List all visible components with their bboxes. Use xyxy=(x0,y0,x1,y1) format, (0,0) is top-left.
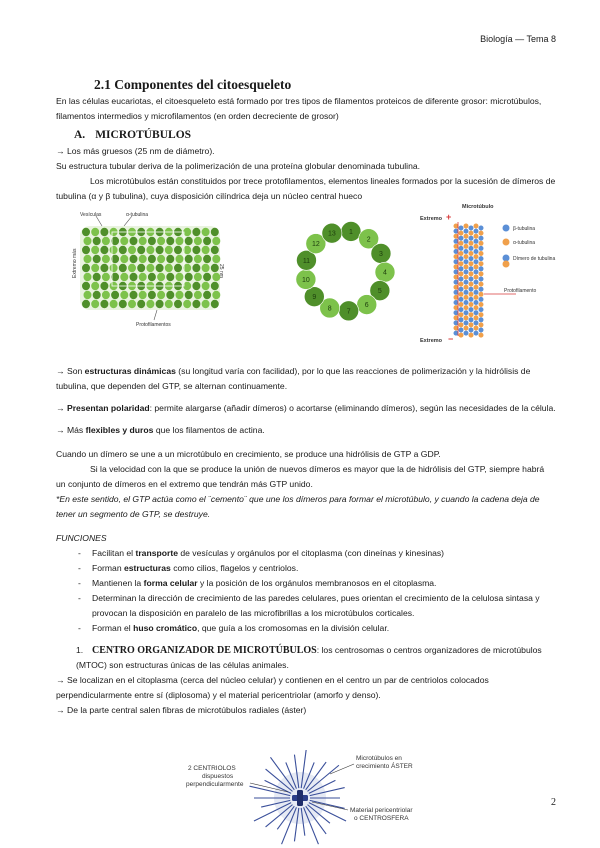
ring-body xyxy=(296,221,395,320)
protofilament-number: 1 xyxy=(349,228,353,236)
protofilament-number: 6 xyxy=(364,302,369,310)
tubulin-bead xyxy=(110,300,118,308)
dimer-subunit xyxy=(474,320,479,325)
dimer-subunit xyxy=(474,259,479,264)
dimer-subunit xyxy=(464,320,469,325)
dimer-subunit xyxy=(479,307,484,312)
dimer-subunit xyxy=(469,312,474,317)
mtoc-heading: 1. CENTRO ORGANIZADOR DE MICROTÚBULOS: los centrosomas o centros organizadores de microtúbulos (MTOC) son estructuras únicas de las células animales. xyxy=(76,645,542,670)
dimer-subunit xyxy=(474,224,479,229)
protofilament-number: 8 xyxy=(327,305,332,313)
dimer-subunit xyxy=(469,333,474,338)
dimer-subunit xyxy=(469,226,474,231)
legend-protofilament: Protofilamento xyxy=(504,288,537,294)
microtubule-ring-figure xyxy=(290,216,400,326)
dimer-subunit xyxy=(459,256,464,261)
tubulin-bead xyxy=(176,237,184,245)
gtp-note: *En este sentido, el GTP actúa como el ¨cemento¨ que une los dímeros para formar el microtúbulo, y cuando la cadena deja de tener un segmento de GTP, se destruye. xyxy=(56,494,540,519)
dimer-subunit xyxy=(469,287,474,292)
dimer-subunit xyxy=(474,244,479,249)
centriolos-label-1: 2 CENTRIOLOS xyxy=(188,765,236,772)
tubulin-bead xyxy=(93,273,101,281)
dimer-subunit xyxy=(459,307,464,312)
dimer-subunit xyxy=(459,266,464,271)
tubulin-bead xyxy=(111,291,119,299)
tubulin-bead xyxy=(100,264,108,272)
tubulin-bead xyxy=(102,291,110,299)
dimer-subunit xyxy=(459,261,464,266)
dimer-subunit xyxy=(464,275,469,280)
tubulin-bead xyxy=(157,291,165,299)
dimer-subunit xyxy=(459,226,464,231)
dimer-subunit xyxy=(459,322,464,327)
list-item: - Forman estructuras como cilios, flagelos y centriolos. xyxy=(56,561,556,576)
tubulin-bead xyxy=(84,273,92,281)
dimer-subunit xyxy=(479,226,484,231)
dimer-subunit xyxy=(464,244,469,249)
tubulin-bead xyxy=(100,282,108,290)
dimer-subunit xyxy=(469,271,474,276)
tubulin-bead xyxy=(203,255,211,263)
tubulin-bead xyxy=(211,264,219,272)
dimer-subunit xyxy=(459,302,464,307)
legend-dimer-bottom xyxy=(503,261,510,268)
dimer-subunit xyxy=(474,280,479,285)
tubulin-bead xyxy=(194,291,202,299)
page-header: Biología — Tema 8 xyxy=(480,34,556,44)
funciones-heading: FUNCIONES xyxy=(56,533,107,543)
centriolos-label-3: perpendicularmente xyxy=(186,781,244,788)
dimer-subunit xyxy=(464,269,469,274)
tubulin-bead xyxy=(194,237,202,245)
tubulin-bead xyxy=(157,273,165,281)
tubulin-bead xyxy=(146,246,154,254)
dimer-subunit xyxy=(459,287,464,292)
tubulin-bead xyxy=(202,228,210,236)
dimer-subunit xyxy=(474,285,479,290)
tubulin-bead xyxy=(130,291,138,299)
label-extreme: Extremo más xyxy=(72,248,78,278)
tubulin-bead xyxy=(100,246,108,254)
mtoc-line-3: → De la parte central salen fibras de microtúbulos radiales (áster) xyxy=(56,705,307,715)
property-flexible: → Más flexibles y duros que los filamentos de actina. xyxy=(56,425,265,435)
heading-text: MICROTÚBULOS xyxy=(95,129,192,141)
tubulin-bead xyxy=(139,255,147,263)
cylinder-body xyxy=(80,226,220,310)
dimer-subunit xyxy=(474,254,479,259)
dimer-subunit xyxy=(469,277,474,282)
dimer-subunit xyxy=(479,322,484,327)
microtubulos-line-1: → Los más gruesos (25 nm de diámetro). xyxy=(56,146,215,156)
dimer-subunit xyxy=(469,241,474,246)
protofilament-number: 9 xyxy=(312,294,317,302)
microtubulos-line-3: Los microtúbulos están constituidos por trece protofilamentos, elementos lineales formados por la sucesión de dímeros de tubulina (α y β tubulina), cuya disposición cilíndrica deja un núcleo central hueco xyxy=(56,176,556,201)
dimer-subunit xyxy=(469,297,474,302)
tubulin-bead xyxy=(192,282,200,290)
tubulin-bead xyxy=(166,273,174,281)
tubulin-bead xyxy=(192,264,200,272)
dimer-subunit xyxy=(464,326,469,331)
dimer-subunit xyxy=(479,246,484,251)
dimer-subunit xyxy=(474,234,479,239)
tubulin-bead xyxy=(148,237,156,245)
tubulin-bead xyxy=(192,300,200,308)
tubulin-bead xyxy=(102,255,110,263)
aster-body xyxy=(250,750,347,844)
microtubule-cylinder-figure xyxy=(62,210,238,330)
label-minus-end: Extremo xyxy=(420,338,443,344)
funciones-list xyxy=(56,546,556,636)
dimer-subunit xyxy=(479,271,484,276)
dimer-subunit xyxy=(464,280,469,285)
tubulin-bead xyxy=(211,282,219,290)
section-title: 2.1 Componentes del citoesqueleto xyxy=(94,77,292,92)
tubulin-bead xyxy=(139,291,147,299)
list-item: - Facilitan el transporte de vesículas y orgánulos por el citoplasma (con dineínas y kinesinas) xyxy=(56,546,556,561)
centriolos-label-2: dispuestos xyxy=(202,773,234,780)
tubulin-bead xyxy=(185,273,193,281)
dimer-subunit xyxy=(474,305,479,310)
dimer-subunit xyxy=(479,302,484,307)
dimer-subunit xyxy=(479,282,484,287)
dimer-subunit xyxy=(479,287,484,292)
dimer-subunit xyxy=(464,249,469,254)
dimer-subunit xyxy=(474,300,479,305)
tubulin-bead xyxy=(93,255,101,263)
tubulin-bead xyxy=(166,291,174,299)
dimer-subunit xyxy=(459,333,464,338)
protofilament-number: 7 xyxy=(346,308,351,316)
tubulin-bead xyxy=(192,228,200,236)
dimer-subunit xyxy=(469,282,474,287)
tubulin-bead xyxy=(119,246,127,254)
tubulin-bead xyxy=(91,264,99,272)
tubulin-bead xyxy=(148,291,156,299)
dimer-subunit xyxy=(474,290,479,295)
protofilament-number: 13 xyxy=(328,230,336,238)
page-number: 2 xyxy=(551,797,556,808)
tubulin-bead xyxy=(84,255,92,263)
tubulin-bead xyxy=(130,255,138,263)
tubulin-bead xyxy=(202,300,210,308)
list-item: - Mantienen la forma celular y la posición de los orgánulos membranosos en el citoplasma. xyxy=(56,576,556,591)
mtoc-line-2: → Se localizan en el citoplasma (cerca del núcleo celular) y contienen en el centro un par de centriolos colocados perpendicularmente entre sí (diplosoma) y el material pericentriolar (amorfo y denso). xyxy=(56,675,489,700)
dimer-subunit xyxy=(474,264,479,269)
protofilament-number: 4 xyxy=(383,269,387,277)
tubulin-bead xyxy=(91,228,99,236)
tubulin-bead xyxy=(165,264,173,272)
tubulin-bead xyxy=(128,264,136,272)
dimer-subunit xyxy=(459,231,464,236)
dimer-subunit xyxy=(469,292,474,297)
tubulin-bead xyxy=(176,255,184,263)
dimer-subunit xyxy=(469,256,474,261)
centrosfera-label-2: o CENTROSFERA xyxy=(354,815,409,822)
dimer-subunit xyxy=(464,331,469,336)
tubulin-bead xyxy=(176,291,184,299)
tubulin-bead xyxy=(212,237,220,245)
dimer-subunit xyxy=(479,236,484,241)
tubulin-bead xyxy=(137,300,145,308)
tubulin-bead xyxy=(202,282,210,290)
dimer-subunit xyxy=(479,277,484,282)
label-alpha: α-tubulina xyxy=(126,212,149,218)
tubulin-bead xyxy=(166,255,174,263)
microtubulos-heading xyxy=(74,126,556,144)
dimer-subunit xyxy=(464,234,469,239)
dimer-subunit xyxy=(459,297,464,302)
tubulin-bead xyxy=(192,246,200,254)
tubulin-bead xyxy=(211,228,219,236)
aster-label-2: crecimiento ÁSTER xyxy=(356,763,413,770)
tubulin-bead xyxy=(91,246,99,254)
tubulin-bead xyxy=(156,264,164,272)
dimer-subunit xyxy=(474,269,479,274)
tubulin-bead xyxy=(176,273,184,281)
gtp-line-2: Si la velocidad con la que se produce la unión de nuevos dímeros es mayor que la de hidrólisis del GTP, siempre habrá un conjunto de dímeros en el extremo que tendrán más GTP unido. xyxy=(56,464,545,489)
legend-dimer-top xyxy=(503,255,510,262)
label-25nm: 25 nm xyxy=(218,264,224,278)
tubulin-bead xyxy=(119,300,127,308)
tubulin-bead xyxy=(84,291,92,299)
property-dynamic: → Son estructuras dinámicas (su longitud varía con facilidad), por lo que las reacciones de polimerización y la hidrólisis de tubulina, que dependen del GTP, se alternan continuamente. xyxy=(56,366,531,391)
tubulin-bead xyxy=(120,273,128,281)
tubulin-bead xyxy=(82,246,90,254)
tubulin-bead xyxy=(212,291,220,299)
tubulin-bead xyxy=(185,291,193,299)
tubulin-bead xyxy=(174,264,182,272)
dimer-subunit xyxy=(469,231,474,236)
microtubulos-line-2: Su estructura tubular deriva de la polimerización de una proteína globular denominada tubulina. xyxy=(56,161,421,171)
tubulin-bead xyxy=(148,255,156,263)
tubulin-bead xyxy=(203,237,211,245)
dimer-subunit xyxy=(464,300,469,305)
tubulin-bead xyxy=(185,237,193,245)
tubulin-bead xyxy=(165,246,173,254)
dimer-subunit xyxy=(464,259,469,264)
tubulin-bead xyxy=(146,264,154,272)
tubulin-bead xyxy=(157,237,165,245)
tubulin-bead xyxy=(128,246,136,254)
tubulin-bead xyxy=(203,291,211,299)
dimer-subunit xyxy=(469,266,474,271)
tubulin-bead xyxy=(137,246,145,254)
microtubule-vertical-figure xyxy=(418,202,558,350)
plus-sign: + xyxy=(446,212,452,222)
centrosome-figure xyxy=(180,750,440,846)
dimer-subunit xyxy=(464,310,469,315)
tubulin-bead xyxy=(203,273,211,281)
tubulin-bead xyxy=(100,228,108,236)
tubulin-bead xyxy=(102,237,110,245)
section-intro: En las células eucariotas, el citoesqueleto está formado por tres tipos de filamentos proteicos de diferente grosor: microtúbulos, filamentos intermedios y microfilamentos (en orden decreciente de grosor) xyxy=(56,96,542,121)
dimer-subunit xyxy=(479,317,484,322)
tubulin-bead xyxy=(211,300,219,308)
tubulin-bead xyxy=(185,255,193,263)
dimer-subunit xyxy=(469,317,474,322)
dimer-subunit xyxy=(459,282,464,287)
dimer-subunit xyxy=(464,239,469,244)
tubulin-bead xyxy=(91,300,99,308)
dimer-subunit xyxy=(459,277,464,282)
tubulin-bead xyxy=(202,264,210,272)
tubulin-bead xyxy=(120,255,128,263)
dimer-subunit xyxy=(474,310,479,315)
label-vesicles: Vesículas xyxy=(80,212,102,218)
dimer-subunit xyxy=(459,292,464,297)
tubulin-bead xyxy=(183,300,191,308)
dimer-subunit xyxy=(464,264,469,269)
tubulin-bead xyxy=(165,300,173,308)
tubulin-bead xyxy=(128,300,136,308)
legend-beta: β-tubulina xyxy=(513,226,536,232)
list-item: - Determinan la dirección de crecimiento de las paredes celulares, pues orientan el crecimiento de la celulosa sintasa y provocan la disposición en paralelo de las microfibrillas a los microtúbulos corticales. xyxy=(56,591,556,621)
dimer-subunit xyxy=(474,249,479,254)
protofilament-number: 11 xyxy=(302,257,311,265)
minus-sign: − xyxy=(448,334,454,344)
tubulin-bead xyxy=(93,291,101,299)
tubulin-bead xyxy=(156,246,164,254)
dimer-subunit xyxy=(479,312,484,317)
dimer-subunit xyxy=(479,231,484,236)
tubulin-bead xyxy=(110,246,118,254)
dimer-subunit xyxy=(469,251,474,256)
tubulin-bead xyxy=(211,246,219,254)
dimer-subunit xyxy=(474,275,479,280)
tubulin-bead xyxy=(82,300,90,308)
dimer-subunit xyxy=(459,236,464,241)
tubulin-bead xyxy=(174,246,182,254)
protofilament-number: 3 xyxy=(378,250,383,258)
dimer-subunit xyxy=(464,315,469,320)
dimer-subunit xyxy=(459,328,464,333)
dimer-subunit xyxy=(469,246,474,251)
protofilament-number: 5 xyxy=(377,288,382,296)
tubulin-bead xyxy=(82,282,90,290)
dimer-subunit xyxy=(479,297,484,302)
dimer-subunit xyxy=(459,251,464,256)
legend-alpha-swatch xyxy=(503,239,510,246)
tubulin-bead xyxy=(202,246,210,254)
tubulin-bead xyxy=(91,282,99,290)
dimer-subunit xyxy=(479,256,484,261)
tubulin-bead xyxy=(110,264,118,272)
tubulin-bead xyxy=(84,237,92,245)
dimer-subunit xyxy=(469,302,474,307)
tubulin-bead xyxy=(212,255,220,263)
tubulin-bead xyxy=(130,237,138,245)
tubulin-bead xyxy=(82,228,90,236)
label-protofilaments: Protofilamentos xyxy=(136,322,171,328)
dimer-subunit xyxy=(474,315,479,320)
dimer-subunit xyxy=(464,254,469,259)
tubulin-bead xyxy=(139,273,147,281)
dimer-subunit xyxy=(464,290,469,295)
protofilament-number: 12 xyxy=(311,241,320,249)
tubulin-bead xyxy=(130,273,138,281)
dimer-subunit xyxy=(479,333,484,338)
tubulin-bead xyxy=(139,237,147,245)
tubulin-bead xyxy=(102,273,110,281)
dimer-subunit xyxy=(464,229,469,234)
dimer-subunit xyxy=(479,292,484,297)
dimer-subunit xyxy=(464,224,469,229)
tubulin-bead xyxy=(120,237,128,245)
dimer-subunit xyxy=(479,266,484,271)
tubulin-bead xyxy=(194,255,202,263)
dimer-subunit xyxy=(459,271,464,276)
dimer-subunit xyxy=(464,295,469,300)
protofilament-number: 10 xyxy=(302,276,310,284)
dimer-subunit xyxy=(459,241,464,246)
dimer-subunit xyxy=(464,285,469,290)
list-item: - Forman el huso cromático, que guía a los cromosomas en la división celular. xyxy=(56,621,556,636)
dimer-subunit xyxy=(474,326,479,331)
legend-alpha: α-tubulina xyxy=(513,240,536,246)
dimer-subunit xyxy=(464,305,469,310)
tubulin-bead xyxy=(157,255,165,263)
dimer-subunit xyxy=(469,236,474,241)
centriole-vertical xyxy=(297,790,303,806)
label-plus-end: Extremo xyxy=(420,216,443,222)
tubulin-bead xyxy=(194,273,202,281)
tubulin-bead xyxy=(146,300,154,308)
dimer-subunit xyxy=(474,295,479,300)
tubulin-bead xyxy=(82,264,90,272)
vertical-body xyxy=(454,222,484,338)
tubulin-bead xyxy=(119,264,127,272)
tubulin-bead xyxy=(148,273,156,281)
dimer-subunit xyxy=(459,317,464,322)
dimer-subunit xyxy=(474,331,479,336)
tubulin-bead xyxy=(156,300,164,308)
dimer-subunit xyxy=(469,328,474,333)
dimer-subunit xyxy=(474,239,479,244)
legend-dimer: Dímero de tubulina xyxy=(513,256,556,262)
dimer-subunit xyxy=(469,307,474,312)
microtubule-figures xyxy=(56,204,556,358)
dimer-subunit xyxy=(479,241,484,246)
dimer-subunit xyxy=(479,261,484,266)
label-microtubulo: Microtúbulo xyxy=(462,204,494,210)
tubulin-bead xyxy=(93,237,101,245)
legend-beta-swatch xyxy=(503,225,510,232)
dimer-subunit xyxy=(469,322,474,327)
tubulin-bead xyxy=(120,291,128,299)
dimer-subunit xyxy=(459,246,464,251)
dimer-subunit xyxy=(459,312,464,317)
tubulin-bead xyxy=(166,237,174,245)
tubulin-bead xyxy=(100,300,108,308)
dimer-subunit xyxy=(479,328,484,333)
protofilament-number: 2 xyxy=(366,236,371,244)
aster-label-1: Microtúbulos en xyxy=(356,755,402,762)
gtp-line-1: Cuando un dímero se une a un microtúbulo en crecimiento, se produce una hidrólisis de GTP a GDP. xyxy=(56,449,441,459)
tubulin-bead xyxy=(137,264,145,272)
tubulin-bead xyxy=(174,300,182,308)
dimer-subunit xyxy=(474,229,479,234)
dimer-subunit xyxy=(479,251,484,256)
page-content xyxy=(56,76,556,718)
heading-letter: A. xyxy=(74,129,86,141)
centrosfera-label-1: Material pericentriolar xyxy=(350,807,413,814)
dimer-subunit xyxy=(469,261,474,266)
property-polarity: → Presentan polaridad: permite alargarse (añadir dímeros) o acortarse (eliminando dímeros), según las necesidades de la célula. xyxy=(56,403,556,413)
